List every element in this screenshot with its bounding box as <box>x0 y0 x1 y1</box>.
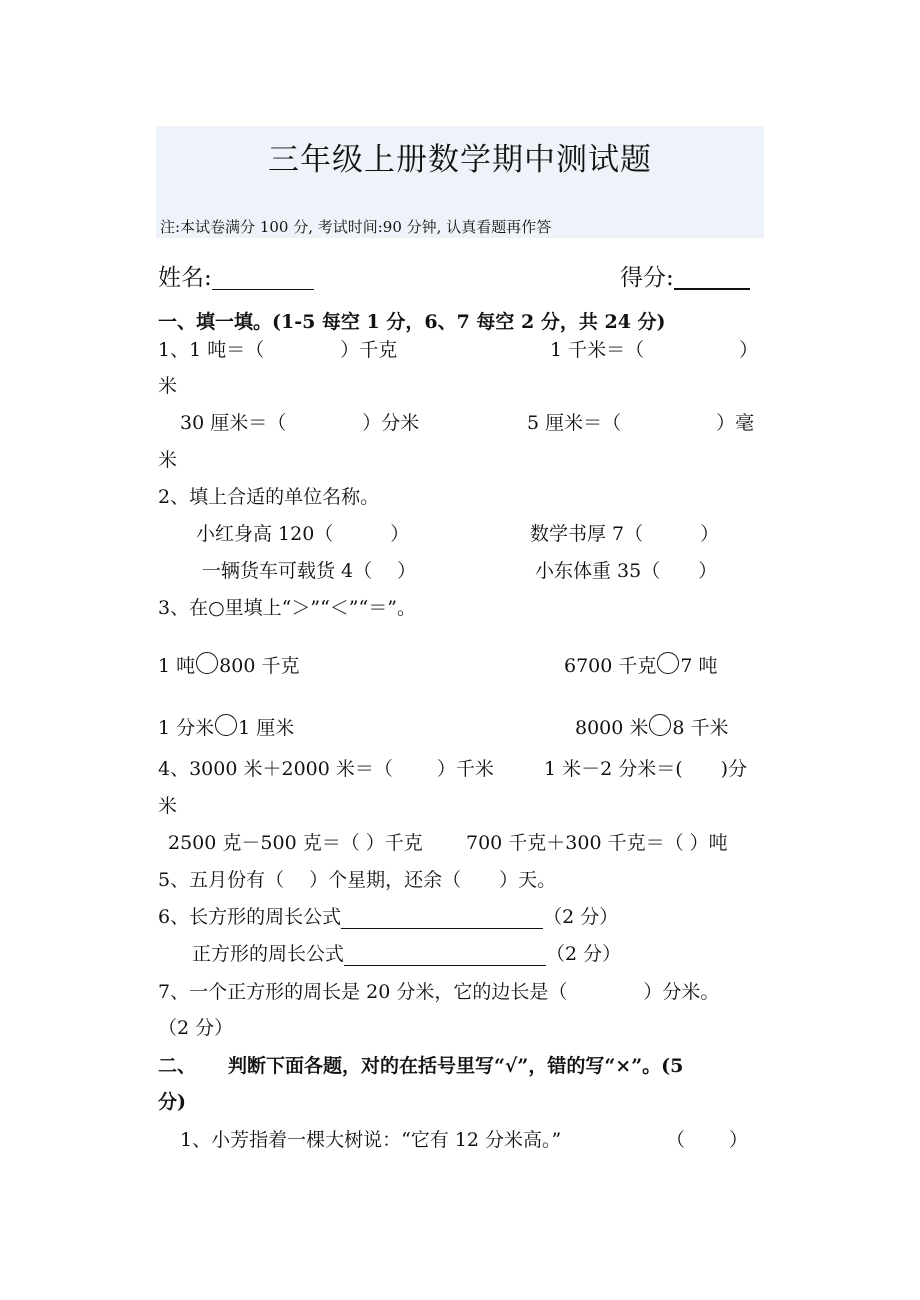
name-blank[interactable] <box>212 269 314 290</box>
q3-c-right: 1 厘米 <box>238 717 295 739</box>
q1-ton-kg: 1、1 吨＝（ ）千克 <box>158 339 398 361</box>
score-label: 得分: <box>620 265 674 291</box>
q3-compare-b <box>564 652 718 678</box>
q5-may-weeks: 5、五月份有（ ）个星期，还余（ ）天。 <box>158 869 557 891</box>
header-box <box>156 126 764 238</box>
q1-cm-dm: 30 厘米＝（ ）分米 <box>180 412 420 434</box>
q3-compare-d <box>575 714 729 740</box>
q3-compare-a <box>158 652 299 678</box>
compare-circle-d[interactable] <box>649 714 671 736</box>
q2-prompt: 2、填上合适的单位名称。 <box>158 486 380 508</box>
page-title: 三年级上册数学期中测试题 <box>268 142 652 178</box>
q4-kg-sum: 700 千克＋300 千克＝（ ）吨 <box>466 832 728 854</box>
s2-q1-answer[interactable]: （ ） <box>666 1129 749 1151</box>
score-blank[interactable] <box>674 268 750 290</box>
s2-q1-tree: 1、小芳指着一棵大树说：“它有 12 分米高。” <box>180 1129 562 1151</box>
q2-weight: 小东体重 35（ ） <box>535 560 718 582</box>
q4-meter-sum: 4、3000 米＋2000 米＝（ ）千米 <box>158 758 494 780</box>
q4-meter-diff-wrap: 米 <box>158 795 178 817</box>
q3-b-left: 6700 千克 <box>564 655 657 677</box>
q6-rect-label: 6、长方形的周长公式 <box>158 906 342 928</box>
score-row <box>620 266 750 290</box>
q6-rect-points: （2 分） <box>543 906 619 928</box>
q3-a-right: 800 千克 <box>219 655 300 677</box>
q7-square-side: 7、一个正方形的周长是 20 分米，它的边长是（ ）分米。 <box>158 981 720 1003</box>
compare-circle-a[interactable] <box>196 652 218 674</box>
q2-book: 数学书厚 7（ ） <box>530 523 720 545</box>
q4-gram-diff: 2500 克－500 克＝（ ）千克 <box>168 832 423 854</box>
square-formula-blank[interactable] <box>344 945 546 966</box>
q6-square-row <box>192 942 621 966</box>
q3-b-right: 7 吨 <box>680 655 718 677</box>
q1-cm-mm: 5 厘米＝（ ）毫 <box>527 412 755 434</box>
q6-square-points: （2 分） <box>546 943 622 965</box>
section1-heading: 一、填一填。(1-5 每空 1 分，6、7 每空 2 分，共 24 分) <box>158 311 666 333</box>
name-row <box>158 266 314 290</box>
compare-circle-b[interactable] <box>657 652 679 674</box>
section2-heading: 判断下面各题，对的在括号里写“√”，错的写“×”。(5 <box>228 1055 684 1077</box>
rect-formula-blank[interactable] <box>341 908 543 929</box>
exam-note: 注:本试卷满分 100 分, 考试时间:90 分钟, 认真看题再作答 <box>160 218 552 236</box>
q6-rect-row <box>158 905 618 929</box>
q2-truck: 一辆货车可载货 4（ ） <box>202 560 417 582</box>
name-label: 姓名: <box>158 265 212 291</box>
q3-prompt: 3、在○里填上“＞”“＜”“＝”。 <box>158 597 416 619</box>
q3-a-left: 1 吨 <box>158 655 196 677</box>
q3-d-left: 8000 米 <box>575 717 649 739</box>
q1-cm-mm-wrap: 米 <box>158 449 178 471</box>
q2-height: 小红身高 120（ ） <box>196 523 410 545</box>
section2-heading-wrap: 分) <box>158 1091 186 1113</box>
compare-circle-c[interactable] <box>215 714 237 736</box>
q4-meter-diff: 1 米－2 分米＝( )分 <box>544 758 748 780</box>
section2-number: 二、 <box>158 1055 197 1077</box>
q3-compare-c <box>158 714 294 740</box>
q1-km-m-wrap: 米 <box>158 375 178 397</box>
q1-km-m: 1 千米＝（ ） <box>550 339 759 361</box>
q3-c-left: 1 分米 <box>158 717 215 739</box>
q6-square-label: 正方形的周长公式 <box>192 943 345 965</box>
q7-points: （2 分） <box>158 1017 234 1039</box>
q3-d-right: 8 千米 <box>672 717 729 739</box>
